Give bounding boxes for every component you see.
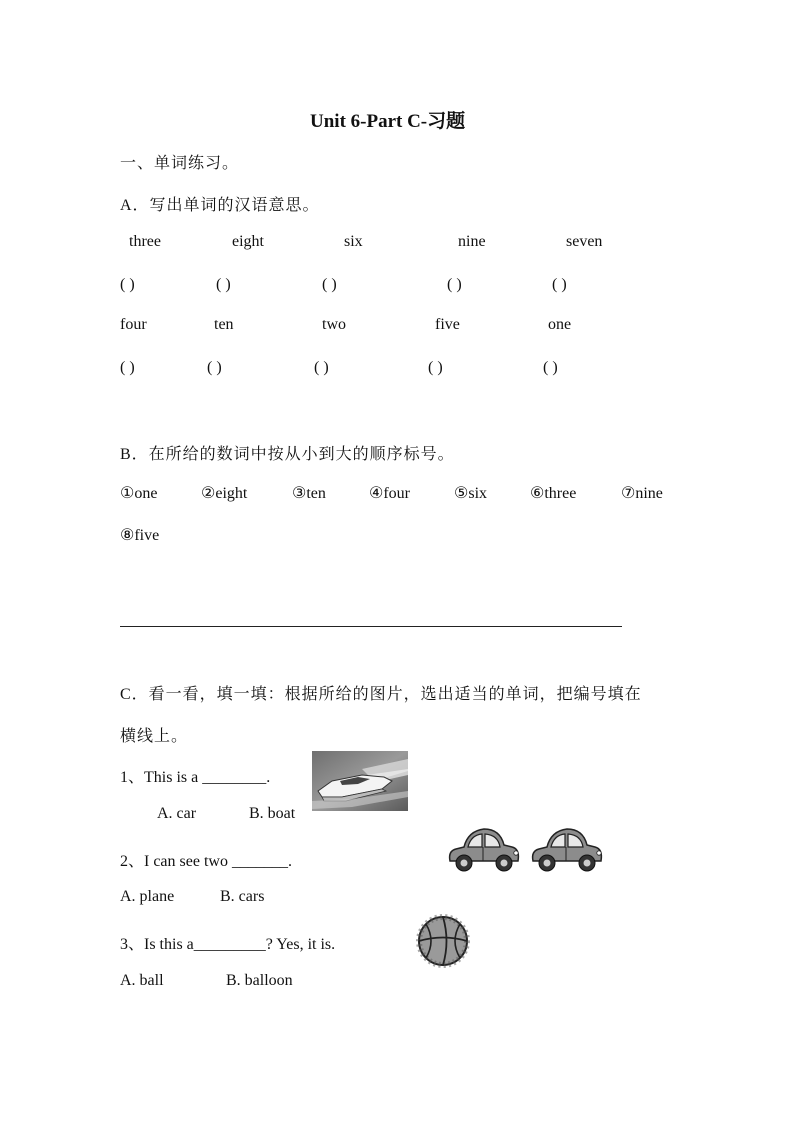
q2-option-b: B. cars [220, 888, 265, 905]
answer-blank[interactable]: ( ) [314, 359, 329, 376]
number-item-five: ⑧five [120, 527, 160, 544]
number-item-eight: ②eight [201, 485, 248, 502]
word-seven: seven [566, 233, 603, 250]
question-1: 1、This is a ________. [120, 769, 271, 786]
word-one: one [548, 316, 572, 333]
number-item-one: ①one [120, 485, 158, 502]
car-image [528, 825, 606, 873]
car-image [446, 825, 522, 873]
part-c-instruction: C．看一看，填一填：根据所给的图片，选出适当的单词，把编号填在 [120, 686, 642, 703]
q3-option-a: A. ball [120, 972, 164, 989]
part-c-instruction-cont: 横线上。 [120, 728, 189, 745]
word-ten: ten [214, 316, 234, 333]
word-eight: eight [232, 233, 264, 250]
word-six: six [344, 233, 363, 250]
word-five: five [435, 316, 460, 333]
question-3: 3、Is this a_________? Yes, it is. [120, 936, 336, 953]
speedboat-image [312, 751, 408, 811]
part-b-instruction: B．在所给的数词中按从小到大的顺序标号。 [120, 446, 455, 463]
number-item-four: ④four [369, 485, 410, 502]
number-item-three: ⑥three [530, 485, 577, 502]
answer-blank[interactable]: ( ) [322, 276, 337, 293]
answer-blank[interactable]: ( ) [543, 359, 558, 376]
q3-option-b: B. balloon [226, 972, 293, 989]
q1-option-a: A. car [157, 805, 197, 822]
part-a-instruction: A．写出单词的汉语意思。 [120, 197, 320, 214]
word-four: four [120, 316, 147, 333]
page-title: Unit 6-Part C-习题 [310, 111, 466, 132]
answer-line[interactable] [120, 626, 622, 627]
word-nine: nine [458, 233, 486, 250]
section-heading: 一、单词练习。 [120, 155, 240, 172]
word-two: two [322, 316, 346, 333]
question-2: 2、I can see two _______. [120, 853, 292, 870]
number-item-six: ⑤six [454, 485, 488, 502]
answer-blank[interactable]: ( ) [120, 359, 135, 376]
basketball-image [416, 914, 470, 968]
answer-blank[interactable]: ( ) [428, 359, 443, 376]
q1-option-b: B. boat [249, 805, 296, 822]
q2-option-a: A. plane [120, 888, 175, 905]
number-item-nine: ⑦nine [621, 485, 663, 502]
number-item-ten: ③ten [292, 485, 326, 502]
answer-blank[interactable]: ( ) [207, 359, 222, 376]
answer-blank[interactable]: ( ) [552, 276, 567, 293]
word-three: three [129, 233, 161, 250]
answer-blank[interactable]: ( ) [216, 276, 231, 293]
answer-blank[interactable]: ( ) [447, 276, 462, 293]
answer-blank[interactable]: ( ) [120, 276, 135, 293]
